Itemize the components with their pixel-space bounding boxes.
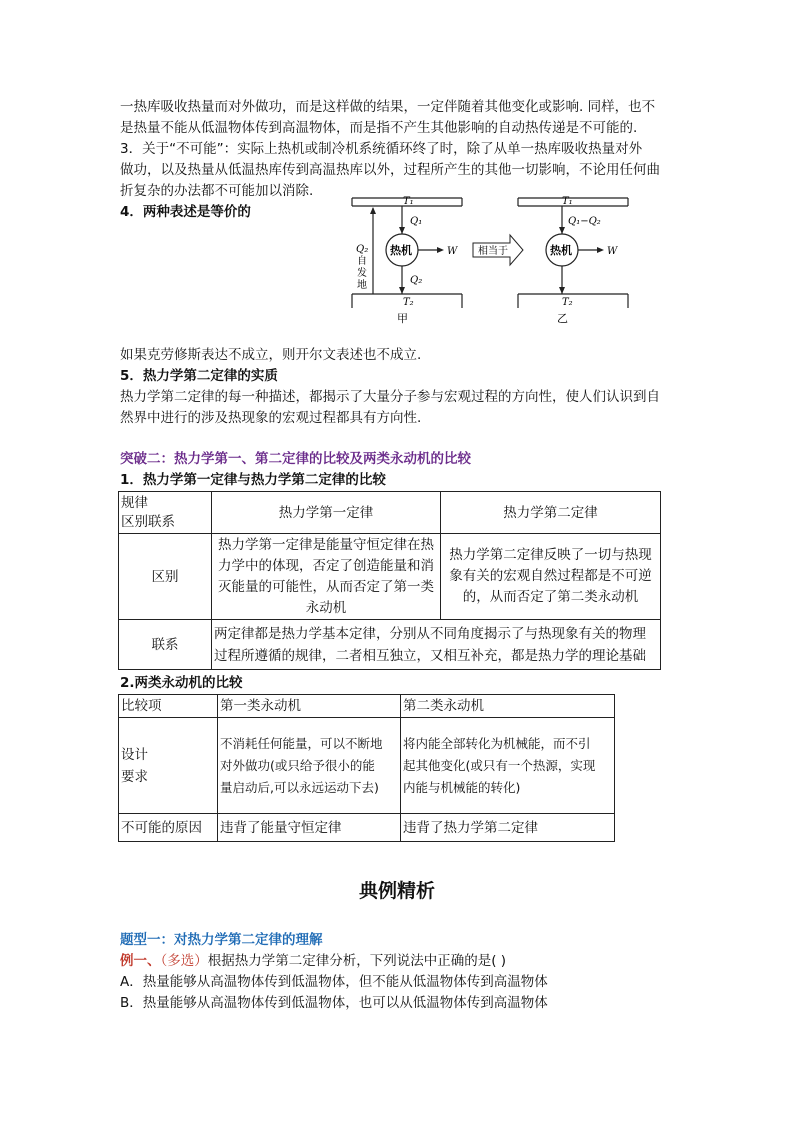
side-text-1: 自: [357, 256, 367, 267]
option-a: A．热量能够从高温物体传到低温物体，但不能从低温物体传到高温物体: [120, 974, 548, 990]
example-tag: （多选）: [160, 953, 208, 969]
table1-col2-header: 热力学第二定律: [441, 492, 661, 534]
table2-r1-label: 设计 要求: [119, 718, 218, 814]
right-engine-label: 热机: [550, 244, 572, 257]
table2-r2-c1: 违背了能量守恒定律: [218, 814, 401, 842]
equivalent-label: 相当于: [478, 246, 508, 257]
left-q2: Q₂: [410, 275, 423, 286]
table2-r2-label: 不可能的原因: [119, 814, 218, 842]
table1-row1-label: 区别: [119, 534, 212, 620]
perpetual-motion-table: [118, 694, 615, 842]
section-title: 典例精析: [358, 880, 435, 902]
right-w: W: [607, 246, 618, 257]
right-t2-label: T₂: [562, 297, 573, 308]
table2-r2-c2: 违背了热力学第二定律: [401, 814, 615, 842]
sub2-heading: 2.两类永动机的比较: [120, 675, 243, 691]
item4-heading: 4．两种表述是等价的: [120, 204, 251, 220]
left-w: W: [447, 246, 458, 257]
diagram-right: [518, 196, 628, 325]
example-label: 例一、: [120, 953, 161, 969]
diagram-left: [352, 196, 462, 325]
paragraph-line: 一热库吸收热量而对外做功，而是这样做的结果，一定伴随着其他变化或影响. 同样，也不: [120, 99, 656, 115]
table1-col1-header: 热力学第一定律: [212, 492, 441, 534]
table1-row1-c1: 热力学第一定律是能量守恒定律在热 力学中的体现，否定了创造能量和消 灭能量的可能性，从而否定了第一类 永动机: [212, 534, 441, 620]
table1-corner: 规律 区别联系: [119, 492, 212, 534]
item5-heading: 5．热力学第二定律的实质: [120, 368, 278, 384]
paragraph-line: 是热量不能从低温物体传到高温物体，而是指不产生其他影响的自动热传递是不可能的.: [120, 120, 638, 136]
sub1-heading: 1．热力学第一定律与热力学第二定律的比较: [120, 472, 386, 488]
left-t2-label: T₂: [403, 297, 414, 308]
equivalent-arrow: [473, 235, 523, 265]
conclusion-text: 如果克劳修斯表达不成立，则开尔文表述也不成立.: [120, 347, 422, 363]
left-q1: Q₁: [410, 216, 423, 227]
left-caption: 甲: [397, 312, 408, 325]
table2-h0: 比较项: [119, 695, 218, 718]
heat-engine-diagram: [340, 190, 640, 325]
side-text-3: 地: [357, 280, 367, 291]
right-t1-label: T₁: [562, 196, 573, 207]
left-t1-label: T₁: [403, 196, 414, 207]
table2-h1: 第一类永动机: [218, 695, 401, 718]
right-q: Q₁−Q₂: [568, 216, 601, 227]
item3-line: 折复杂的办法都不可能加以消除.: [120, 183, 314, 199]
item5-line: 热力学第二定律的每一种描述，都揭示了大量分子参与宏观过程的方向性，使人们认识到自: [120, 389, 660, 405]
example-text: 根据热力学第二定律分析，下列说法中正确的是( ): [207, 953, 507, 969]
table2-r1-c2: 将内能全部转化为机械能，而不引 起其他变化(或只有一个热源，实现 内能与机械能的转化): [401, 718, 615, 814]
table2-h2: 第二类永动机: [401, 695, 615, 718]
item3-line: 做功，以及热量从低温热库传到高温热库以外，过程所产生的其他一切影响，不论用任何曲: [120, 162, 660, 178]
option-b: B．热量能够从高温物体传到低温物体，也可以从低温物体传到高温物体: [120, 995, 548, 1011]
example-question: [120, 951, 506, 971]
table1-row2-text: 两定律都是热力学基本定律，分别从不同角度揭示了与热现象有关的物理 过程所遵循的规律，二者相互独立，又相互补充，都是热力学的理论基础: [212, 620, 661, 670]
table1-row1-c2: 热力学第二定律反映了一切与热现 象有关的宏观自然过程都是不可逆 的，从而否定了第二类永动机: [441, 534, 661, 620]
type1-heading: 题型一：对热力学第二定律的理解: [120, 932, 323, 948]
table2-r1-c1: 不消耗任何能量，可以不断地 对外做功(或只给予很小的能 量启动后,可以永远运动下去): [218, 718, 401, 814]
item5-line: 然界中进行的涉及热现象的宏观过程都具有方向性.: [120, 410, 422, 426]
table1-row2-label: 联系: [119, 620, 212, 670]
section2-heading: 突破二：热力学第一、第二定律的比较及两类永动机的比较: [120, 451, 471, 467]
item3-line: 3．关于“不可能”：实际上热机或制冷机系统循环终了时，除了从单一热库吸收热量对外: [120, 141, 643, 157]
side-text-2: 发: [357, 268, 367, 279]
left-engine-label: 热机: [390, 244, 412, 257]
left-side-q: Q₂: [356, 244, 369, 255]
right-caption: 乙: [557, 312, 568, 325]
law-comparison-table: [118, 491, 661, 670]
